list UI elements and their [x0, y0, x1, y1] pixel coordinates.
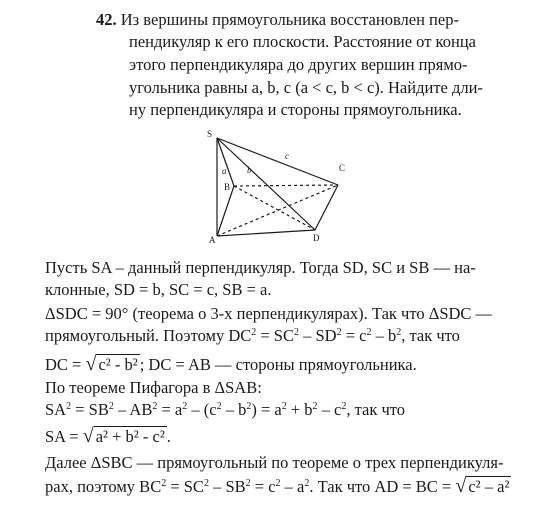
edge-bc: [234, 185, 338, 186]
sqrt-ad: √ c² – a²: [455, 475, 510, 497]
label-b: B: [224, 182, 231, 192]
problem-line-3: этого перпендикуляра до других вершин прямо-: [129, 55, 468, 74]
problem-line-4: угольника равны a, b, c (a < c, b < c). Найдите дли-: [129, 78, 483, 97]
solution-line-2: клонные, SD = b, SC = c, SB = a.: [45, 280, 272, 299]
problem-number: 42.: [96, 10, 117, 29]
diag-ac: [217, 185, 338, 236]
geometry-figure: [205, 128, 365, 248]
solution-line-3: ΔSDC = 90° (теорема о 3-х перпендикулярах). Так что ΔSDC —: [45, 304, 493, 323]
solution-line-6: По теореме Пифагора в ΔSAB:: [45, 378, 262, 397]
edge-ab: [217, 186, 234, 236]
label-d: D: [313, 233, 320, 243]
solution-line-7: $SA^2 = SB^2 - AB^2 = a^2 - (c^2 - b^2) = a^2 + b^2 - c^2$, так что: [45, 400, 406, 419]
label-s: S: [207, 129, 213, 139]
solution-line-10: рах, поэтому $BC^2 = SC^2 - SB^2 = c^2 - a^2$. Так что AD = BC = √ c² – a²: [45, 475, 510, 497]
solution-line-9: Далее ΔSBC — прямоугольный по теореме о трех перпендикуля-: [45, 453, 504, 472]
label-c: C: [339, 163, 346, 173]
edge-sd: [217, 138, 315, 230]
problem-line-1: [96, 10, 459, 30]
problem-line-2: пендикуляр к его плоскости. Расстояние от конца: [129, 32, 476, 51]
edge-sc: [217, 138, 338, 185]
problem-line-5: ну перпендикуляра и стороны прямоугольника.: [129, 100, 462, 119]
label-c-edge: c: [285, 151, 289, 161]
solution-line-4: прямоугольный. Поэтому $DC^2 = SC^2 - SD^2 = c^2 - b^2$, так что: [45, 326, 460, 345]
edge-dc: [315, 185, 338, 230]
solution-line-8: SA = √ a² + b² - c² .: [45, 425, 171, 447]
label-a-edge: a: [222, 166, 227, 176]
solution-line-1: Пусть SA – данный перпендикуляр. Тогда SD, SC и SB — на-: [45, 258, 476, 277]
sqrt-sa: √ a² + b² - c²: [82, 425, 165, 447]
problem-text-1: Из вершины прямоугольника восстановлен пер-: [120, 10, 459, 29]
sqrt-dc: √ c² - b²: [85, 353, 138, 375]
edge-ad: [217, 230, 315, 236]
label-a: A: [209, 235, 216, 245]
solution-line-5: DC = √ c² - b² ; DC = AB — стороны прямоугольника.: [45, 353, 417, 375]
label-b-edge: b: [247, 165, 252, 175]
